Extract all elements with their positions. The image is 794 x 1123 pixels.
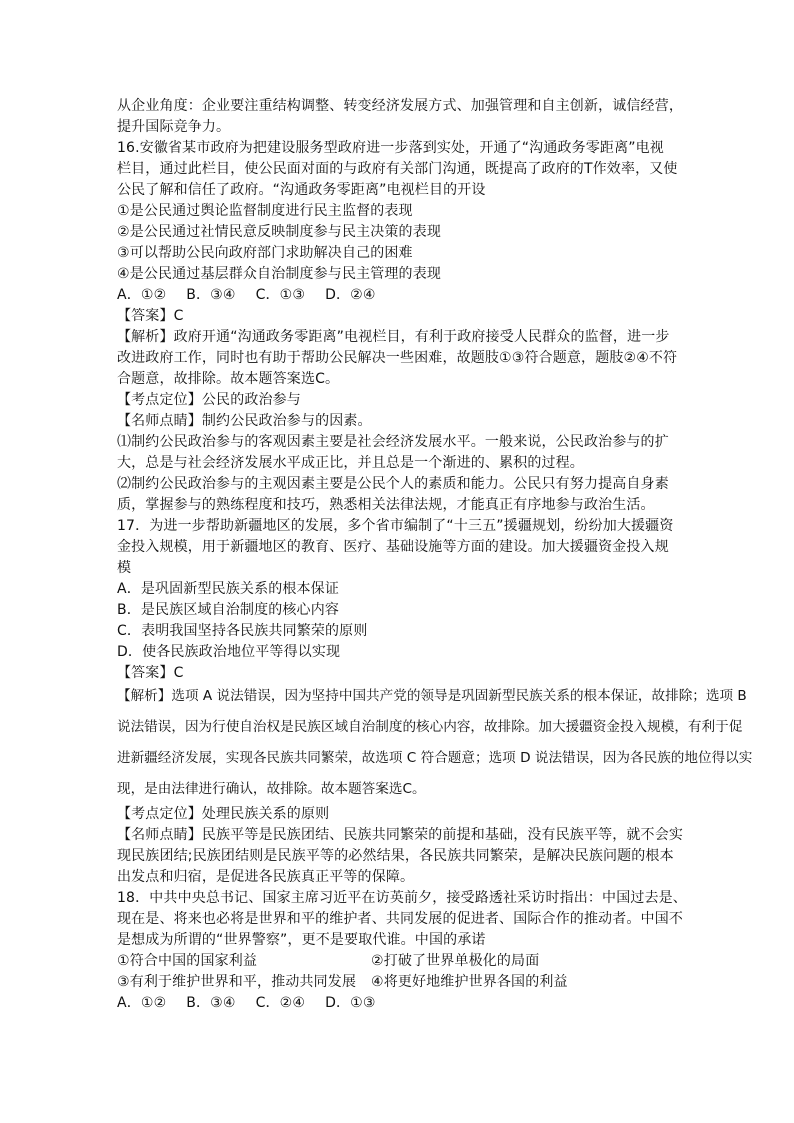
q18-option-d: D．①③: [325, 995, 376, 1011]
q16-answer: 【答案】C: [117, 308, 184, 324]
q16-item-1: ①是公民通过舆论监督制度进行民主监督的表现: [117, 203, 413, 219]
q17-analysis-line-4: 现，是由法律进行确认，故排除。故本题答案选C。: [117, 781, 426, 797]
q18-option-b: B．③④: [186, 995, 236, 1011]
q17-tip-line-1: 【名师点睛】民族平等是民族团结、民族共同繁荣的前提和基础，没有民族平等，就不会实: [117, 827, 683, 843]
q17-analysis-line-2: 说法错误，因为行使自治权是民族区域自治制度的核心内容，故排除。加大援疆资金投入规模，有利于促: [117, 719, 743, 735]
q18-items-row-2: [117, 972, 568, 992]
q17-stem-line-2: 金投入规模，用于新疆地区的教育、医疗、基础设施等方面的建设。加大援疆资金投入规: [117, 539, 669, 555]
q18-items-row-1: [117, 951, 539, 971]
q16-analysis-line-1: 【解析】政府开通“沟通政务零距离”电视栏目，有利于政府接受人民群众的监督，进一步: [117, 329, 670, 345]
q16-stem-line-2: 栏目，通过此栏目，使公民面对面的与政府有关部门沟通，既提高了政府的T作效率，又使: [117, 161, 678, 177]
q17-stem-line-1: 17．为进一步帮助新疆地区的发展，多个省市编制了“十三五”援疆规划，纷纷加大援疆资: [117, 518, 674, 534]
q17-tip-line-3: 出发点和归宿，是促进各民族真正平等的保障。: [117, 869, 415, 885]
q18-item-3: ③有利于维护世界和平，推动共同发展: [117, 974, 357, 990]
q16-option-b: B．③④: [186, 287, 236, 303]
q16-item-2: ②是公民通过社情民意反映制度参与民主决策的表现: [117, 224, 441, 240]
q18-item-1: ①符合中国的国家利益: [117, 953, 258, 969]
intro-line-2: 提升国际竞争力。: [117, 119, 231, 135]
intro-line-1: 从企业角度：企业要注重结构调整、转变经济发展方式、加强管理和自主创新，诚信经营，: [117, 98, 683, 114]
q17-option-b: B．是民族区域自治制度的核心内容: [117, 602, 340, 618]
q16-option-d: D．②④: [325, 287, 376, 303]
q18-item-4: ④将更好地维护世界各国的利益: [371, 974, 568, 990]
q17-option-c: C．表明我国坚持各民族共同繁荣的原则: [117, 623, 368, 639]
q17-tip-line-2: 现民族团结;民族团结则是民族平等的必然结果，各民族共同繁荣，是解决民族问题的根本: [117, 848, 674, 864]
q16-tip-line-2: ⑴制约公民政治参与的客观因素主要是社会经济发展水平。一般来说，公民政治参与的扩: [117, 434, 669, 450]
q18-item-2: ②打破了世界单极化的局面: [371, 953, 540, 969]
q17-analysis-line-3: 进新疆经济发展，实现各民族共同繁荣，故选项 C 符合题意；选项 D 说法错误，因为各民族的地位得以实: [117, 750, 753, 766]
q17-answer: 【答案】C: [117, 665, 184, 681]
q17-analysis-line-1: 【解析】选项 A 说法错误，因为坚持中国共产党的领导是巩固新型民族关系的根本保证，故排除；选项 B: [117, 688, 747, 704]
q16-item-3: ③可以帮助公民向政府部门求助解决自己的困难: [117, 245, 413, 261]
q16-item-4: ④是公民通过基层群众自治制度参与民主管理的表现: [117, 266, 441, 282]
q16-option-c: C．①③: [255, 287, 306, 303]
q16-stem-line-3: 公民了解和信任了政府。“沟通政务零距离”电视栏目的开设: [117, 182, 486, 198]
q16-tip-line-4: ⑵制约公民政治参与的主观因素主要是公民个人的素质和能力。公民只有努力提高自身素: [117, 476, 669, 492]
q18-stem-line-1: 18．中共中央总书记、国家主席习近平在访英前夕，接受路透社采访时指出：中国过去是、: [117, 890, 687, 906]
q17-point: 【考点定位】处理民族关系的原则: [117, 806, 330, 822]
q16-option-a: A．①②: [117, 287, 167, 303]
q18-options: [117, 993, 396, 1013]
q16-analysis-line-2: 改进政府工作，同时也有助于帮助公民解决一些困难，故题肢①③符合题意，题肢②④不符: [117, 350, 678, 366]
q16-point: 【考点定位】公民的政治参与: [117, 392, 301, 408]
q17-option-a: A．是巩固新型民族关系的根本保证: [117, 581, 339, 597]
q16-tip-line-5: 质，掌握参与的熟练程度和技巧，熟悉相关法律法规，才能真正有序地参与政治生活。: [117, 497, 655, 513]
q16-tip-line-1: 【名师点睛】制约公民政治参与的因素。: [117, 413, 372, 429]
q16-stem-line-1: 16.安徽省某市政府为把建设服务型政府进一步落到实处，开通了“沟通政务零距离”电视: [117, 140, 664, 156]
q18-option-c: C．②④: [255, 995, 306, 1011]
q16-options: [117, 285, 396, 305]
q18-stem-line-2: 现在是、将来也必将是世界和平的维护者、共同发展的促进者、国际合作的推动者。中国不: [117, 911, 683, 927]
q16-tip-line-3: 大，总是与社会经济发展水平成正比，并且总是一个渐进的、累积的过程。: [117, 455, 584, 471]
q17-option-d: D．使各民族政治地位平等得以实现: [117, 644, 341, 660]
q18-option-a: A．①②: [117, 995, 167, 1011]
q16-analysis-line-3: 合题意，故排除。故本题答案选C。: [117, 371, 340, 387]
q17-stem-line-3: 模: [117, 560, 132, 576]
q18-stem-line-3: 是想成为所谓的“世界警察”，更不是要取代谁。中国的承诺: [117, 932, 486, 948]
